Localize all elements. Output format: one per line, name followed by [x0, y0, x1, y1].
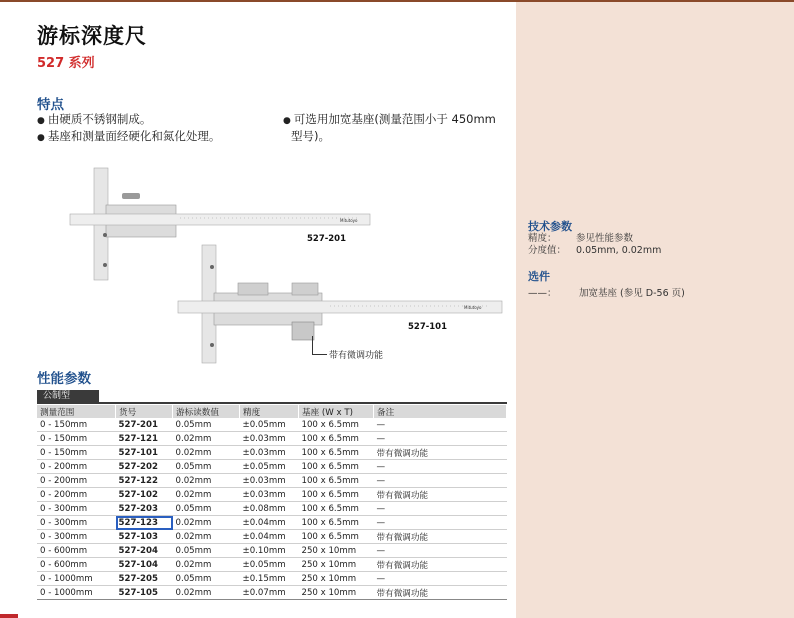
spec-key: 分度值： [528, 245, 567, 256]
cell-vernier: 0.02mm [173, 474, 240, 488]
cell-base: 100 x 6.5mm [299, 502, 374, 516]
cell-remarks: 带有微调功能 [374, 586, 507, 600]
brand-logo: Mitutoyo [340, 218, 358, 223]
col-accuracy: 精度 [240, 405, 299, 418]
series-suffix: 系列 [68, 56, 95, 71]
cell-vernier: 0.05mm [173, 418, 240, 432]
cell-base: 100 x 6.5mm [299, 432, 374, 446]
cell-code: 527-204 [116, 544, 173, 558]
cell-accuracy: ±0.07mm [240, 586, 299, 600]
cell-range: 0 - 200mm [37, 460, 116, 474]
cell-range: 0 - 600mm [37, 558, 116, 572]
cell-accuracy: ±0.04mm [240, 516, 299, 530]
cell-code: 527-103 [116, 530, 173, 544]
spec-row-accuracy [528, 233, 661, 245]
table-row[interactable] [37, 586, 507, 600]
table-row[interactable] [37, 558, 507, 572]
cell-vernier: 0.02mm [173, 558, 240, 572]
gauge-527-201 [70, 168, 370, 280]
table-row[interactable] [37, 446, 507, 460]
table-row[interactable] [37, 474, 507, 488]
cell-base: 100 x 6.5mm [299, 418, 374, 432]
cell-code: 527-205 [116, 572, 173, 586]
cell-base: 100 x 6.5mm [299, 460, 374, 474]
gauge-527-101 [178, 245, 502, 363]
cell-remarks: — [374, 502, 507, 516]
spec-value: 参见性能参数 [576, 233, 634, 244]
cell-accuracy: ±0.04mm [240, 530, 299, 544]
cell-accuracy: ±0.03mm [240, 432, 299, 446]
cell-base: 100 x 6.5mm [299, 516, 374, 530]
features-heading: 特点 [37, 97, 64, 113]
cell-remarks: — [374, 516, 507, 530]
cell-vernier: 0.05mm [173, 544, 240, 558]
depth-gauge-illustration [60, 165, 510, 365]
cell-base: 100 x 6.5mm [299, 530, 374, 544]
cell-vernier: 0.02mm [173, 530, 240, 544]
cell-base: 250 x 10mm [299, 572, 374, 586]
cell-range: 0 - 300mm [37, 530, 116, 544]
feature-item-cont: 型号)。 [291, 129, 330, 143]
spec-row-resolution [528, 245, 661, 257]
cell-code: 527-122 [116, 474, 173, 488]
cell-base: 100 x 6.5mm [299, 446, 374, 460]
cell-base: 250 x 10mm [299, 558, 374, 572]
cell-remarks: 带有微调功能 [374, 446, 507, 460]
cell-remarks: — [374, 544, 507, 558]
table-row[interactable] [37, 516, 507, 530]
table-row[interactable] [37, 460, 507, 474]
table-row[interactable] [37, 572, 507, 586]
table-row[interactable] [37, 418, 507, 432]
col-base: 基座 (W x T) [299, 405, 374, 418]
spec-key: 精度： [528, 233, 557, 244]
metric-tab: 公制型 [37, 390, 99, 402]
cell-vernier: 0.02mm [173, 432, 240, 446]
cell-range: 0 - 150mm [37, 418, 116, 432]
cell-accuracy: ±0.10mm [240, 544, 299, 558]
cell-vernier: 0.02mm [173, 488, 240, 502]
table-row[interactable] [37, 488, 507, 502]
cell-remarks: — [374, 460, 507, 474]
callout-line [312, 336, 327, 355]
feature-item: ● 基座和测量面经硬化和氮化处理。 [37, 129, 221, 143]
cell-remarks: — [374, 474, 507, 488]
side-panel [516, 2, 794, 618]
feature-item: ● 由硬质不锈钢制成。 [37, 112, 152, 126]
cell-remarks: — [374, 572, 507, 586]
cell-vernier: 0.05mm [173, 502, 240, 516]
series-label [37, 52, 95, 71]
model-label-527-201: 527-201 [307, 234, 347, 244]
cell-range: 0 - 1000mm [37, 572, 116, 586]
cell-range: 0 - 200mm [37, 474, 116, 488]
cell-accuracy: ±0.15mm [240, 572, 299, 586]
cell-remarks: 带有微调功能 [374, 530, 507, 544]
page-title: 游标深度尺 [37, 24, 147, 48]
option-text: 加宽基座 (参见 D-56 页) [579, 288, 685, 299]
cell-code: 527-121 [116, 432, 173, 446]
cell-range: 0 - 1000mm [37, 586, 116, 600]
cell-remarks: — [374, 418, 507, 432]
cell-code: 527-203 [116, 502, 173, 516]
cell-vernier: 0.05mm [173, 460, 240, 474]
option-dash: ——： [528, 288, 557, 299]
model-label-527-101: 527-101 [408, 322, 448, 332]
cell-vernier: 0.05mm [173, 572, 240, 586]
cell-code: 527-105 [116, 586, 173, 600]
table-top-rule [37, 402, 507, 404]
cell-code: 527-123 [116, 516, 173, 530]
col-range: 测量范围 [37, 405, 116, 418]
tech-specs-list [528, 233, 661, 257]
tech-specs-heading: 技术参数 [528, 220, 572, 233]
cell-remarks: 带有微调功能 [374, 558, 507, 572]
table-row[interactable] [37, 544, 507, 558]
col-remarks: 备注 [374, 405, 507, 418]
cell-code: 527-201 [116, 418, 173, 432]
cell-range: 0 - 200mm [37, 488, 116, 502]
brand-logo: Mitutoyo [464, 305, 482, 310]
cell-base: 250 x 10mm [299, 544, 374, 558]
table-row[interactable] [37, 502, 507, 516]
cell-range: 0 - 600mm [37, 544, 116, 558]
cell-accuracy: ±0.05mm [240, 418, 299, 432]
col-vernier: 游标读数值 [173, 405, 240, 418]
cell-remarks: — [374, 432, 507, 446]
cell-range: 0 - 300mm [37, 502, 116, 516]
cell-code: 527-202 [116, 460, 173, 474]
spec-value: 0.05mm, 0.02mm [576, 245, 662, 256]
options-heading: 选件 [528, 270, 550, 283]
performance-table [37, 405, 507, 600]
feature-item: ● 可选用加宽基座(测量范围小于 450mm [283, 112, 496, 126]
cell-code: 527-104 [116, 558, 173, 572]
cell-base: 100 x 6.5mm [299, 488, 374, 502]
cell-range: 0 - 300mm [37, 516, 116, 530]
option-item [528, 285, 685, 299]
cell-code: 527-101 [116, 446, 173, 460]
cell-base: 100 x 6.5mm [299, 474, 374, 488]
table-row[interactable] [37, 530, 507, 544]
cell-accuracy: ±0.03mm [240, 446, 299, 460]
cell-vernier: 0.02mm [173, 516, 240, 530]
cell-accuracy: ±0.03mm [240, 474, 299, 488]
performance-heading: 性能参数 [37, 371, 91, 387]
col-code: 货号 [116, 405, 173, 418]
page-corner-mark [0, 614, 18, 618]
cell-accuracy: ±0.05mm [240, 558, 299, 572]
cell-range: 0 - 150mm [37, 446, 116, 460]
fine-adjust-callout: 带有微调功能 [329, 351, 384, 361]
cell-accuracy: ±0.03mm [240, 488, 299, 502]
cell-vernier: 0.02mm [173, 586, 240, 600]
cell-remarks: 带有微调功能 [374, 488, 507, 502]
table-header-row [37, 405, 507, 418]
table-row[interactable] [37, 432, 507, 446]
cell-accuracy: ±0.05mm [240, 460, 299, 474]
cell-range: 0 - 150mm [37, 432, 116, 446]
cell-accuracy: ±0.08mm [240, 502, 299, 516]
cell-base: 250 x 10mm [299, 586, 374, 600]
series-number: 527 [37, 56, 65, 71]
cell-code: 527-102 [116, 488, 173, 502]
cell-vernier: 0.02mm [173, 446, 240, 460]
table-body [37, 418, 507, 600]
